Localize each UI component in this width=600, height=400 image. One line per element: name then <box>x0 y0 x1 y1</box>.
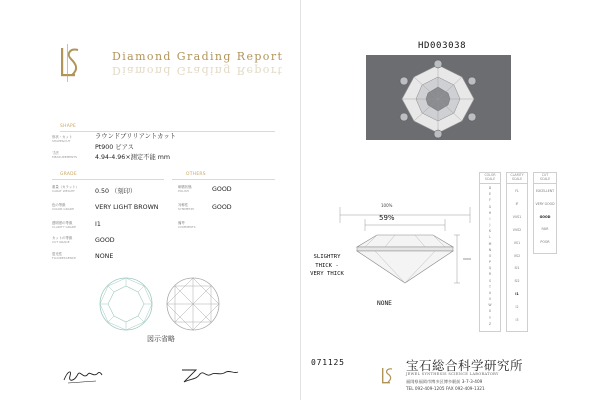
scale-item: K <box>488 229 492 234</box>
scale-item: G <box>488 204 492 209</box>
scale-divider <box>507 183 527 184</box>
scale-item: POOR <box>540 240 550 245</box>
report-title-reflection: Diamond Grading Report <box>112 64 284 77</box>
scale-divider <box>534 183 556 184</box>
setting-value: Pt900 ピアス <box>95 144 134 151</box>
scale-item: FL <box>515 189 519 193</box>
scale-item: L <box>489 235 491 240</box>
signature-right <box>178 364 240 386</box>
diamond-photo <box>366 55 511 140</box>
scale-item: Q <box>488 266 492 271</box>
cut-value: GOOD <box>95 237 115 244</box>
report-title: Diamond Grading Report <box>112 50 284 63</box>
scale-divider <box>480 183 500 184</box>
scale-item: H <box>488 210 492 215</box>
lab-name-en: JEWEL SYNTHESIS SCIENCE LABORATORY <box>406 372 499 376</box>
lab-address: 福岡県福岡市博多区博多駅前 3-7-3-409 <box>406 379 483 384</box>
scale-item: I2 <box>515 305 519 310</box>
color-scale <box>479 172 501 332</box>
scale-item: EXCELLENT <box>535 189 555 193</box>
fluorescence-value: NONE <box>95 253 114 260</box>
scale-item: VVS1 <box>512 214 522 219</box>
fluorescence-label: 蛍光性 FLUORESCENCE <box>52 252 76 261</box>
table-top-label: 100% <box>381 203 393 208</box>
scale-header: CLARITY <box>510 173 524 177</box>
lab-logo <box>379 366 395 386</box>
scale-item: R <box>488 272 492 277</box>
comments-label: 備考 COMMENTS <box>178 221 196 230</box>
table-percent: 59% <box>379 214 395 222</box>
scale-item: Z <box>488 321 492 326</box>
scale-item: M <box>488 241 492 246</box>
shape-heading: SHAPE <box>60 124 77 129</box>
shape-value: ラウンドブリリアントカット <box>95 133 176 140</box>
scale-item: U <box>488 290 492 295</box>
color-label: 色の等級 COLOR GRADE <box>52 203 74 212</box>
girdle-text: SLIGHTRY THICK - VERY THICK <box>310 254 344 277</box>
proportion-diagram <box>335 195 475 285</box>
scale-header: SCALE <box>539 177 551 181</box>
scale-item: SI1 <box>514 266 520 271</box>
scale-header: CUT <box>541 173 549 177</box>
scale-item: I <box>489 216 491 221</box>
scale-item: VERY GOOD <box>535 201 555 206</box>
polish-label: 研磨状態 POLISH <box>178 185 192 194</box>
bottom-number: 071125 <box>311 358 345 367</box>
scale-header: COLOR <box>484 173 496 177</box>
scale-item: FAIR <box>541 227 549 232</box>
scale-item: F <box>489 198 491 203</box>
scale-item: O <box>488 253 492 258</box>
scale-item: I3 <box>515 318 519 323</box>
scale-item: Y <box>489 315 491 320</box>
measurements-label: 寸法 MEASUREMENTS <box>52 151 78 160</box>
grade-heading: GRADE <box>60 172 77 177</box>
color-value: VERY LIGHT BROWN <box>95 204 159 211</box>
polish-value: GOOD <box>212 186 232 193</box>
scale-item: E <box>488 192 491 197</box>
others-heading: OTHERS <box>186 172 206 177</box>
culet-value: NONE <box>377 300 392 307</box>
scale-item: GOOD <box>539 214 551 219</box>
scale-item: VS2 <box>513 253 521 258</box>
page-fold <box>300 0 301 400</box>
carat-value: 0.50 （刻印） <box>95 188 137 195</box>
shape-label: 形状・カット SHAPE&CUT <box>52 135 73 144</box>
measurements-value: 4.94-4.96×測定不能 mm <box>95 154 171 161</box>
scale-item: I1 <box>515 292 519 297</box>
clarity-label: 透明度の等級 CLARITY GRADE <box>52 221 77 230</box>
cut-scale <box>533 172 557 254</box>
scale-item: VS1 <box>513 240 521 245</box>
scale-item: J <box>489 223 491 228</box>
crown-diagram <box>98 276 154 332</box>
lab-name: 宝石総合科学研究所 <box>406 358 524 373</box>
scale-item: V <box>488 297 492 302</box>
report-number: HD003038 <box>418 41 467 51</box>
grade-divider <box>52 179 164 180</box>
brand-logo <box>52 42 86 84</box>
scale-item: S <box>488 278 492 283</box>
cut-label: カットの等級 CUT GRADE <box>52 236 73 245</box>
scale-item: T <box>489 284 491 289</box>
symmetry-value: GOOD <box>212 204 232 211</box>
scale-item: D <box>488 186 492 190</box>
scale-item: W <box>488 303 492 308</box>
scale-header: SCALE <box>484 177 496 181</box>
diagram-caption: 図示省略 <box>147 335 175 343</box>
lab-contact: TEL 092-409-1205 FAX 092-409-1321 <box>406 386 485 391</box>
scale-item: IF <box>515 201 519 206</box>
scale-item: SI2 <box>514 279 520 284</box>
symmetry-label: 対称性 SYMMETRY <box>178 203 195 212</box>
scale-item: P <box>489 260 491 265</box>
scale-header: SCALE <box>511 177 523 181</box>
signature-left <box>62 366 104 386</box>
pavilion-diagram <box>165 276 221 332</box>
clarity-scale <box>506 172 528 332</box>
scale-item: N <box>488 247 492 252</box>
scale-item: X <box>488 309 492 314</box>
clarity-value: I1 <box>95 221 101 228</box>
others-divider <box>172 179 275 180</box>
scale-item: VVS2 <box>512 227 522 232</box>
carat-label: 重量（カラット） CARAT WEIGHT <box>52 185 80 194</box>
